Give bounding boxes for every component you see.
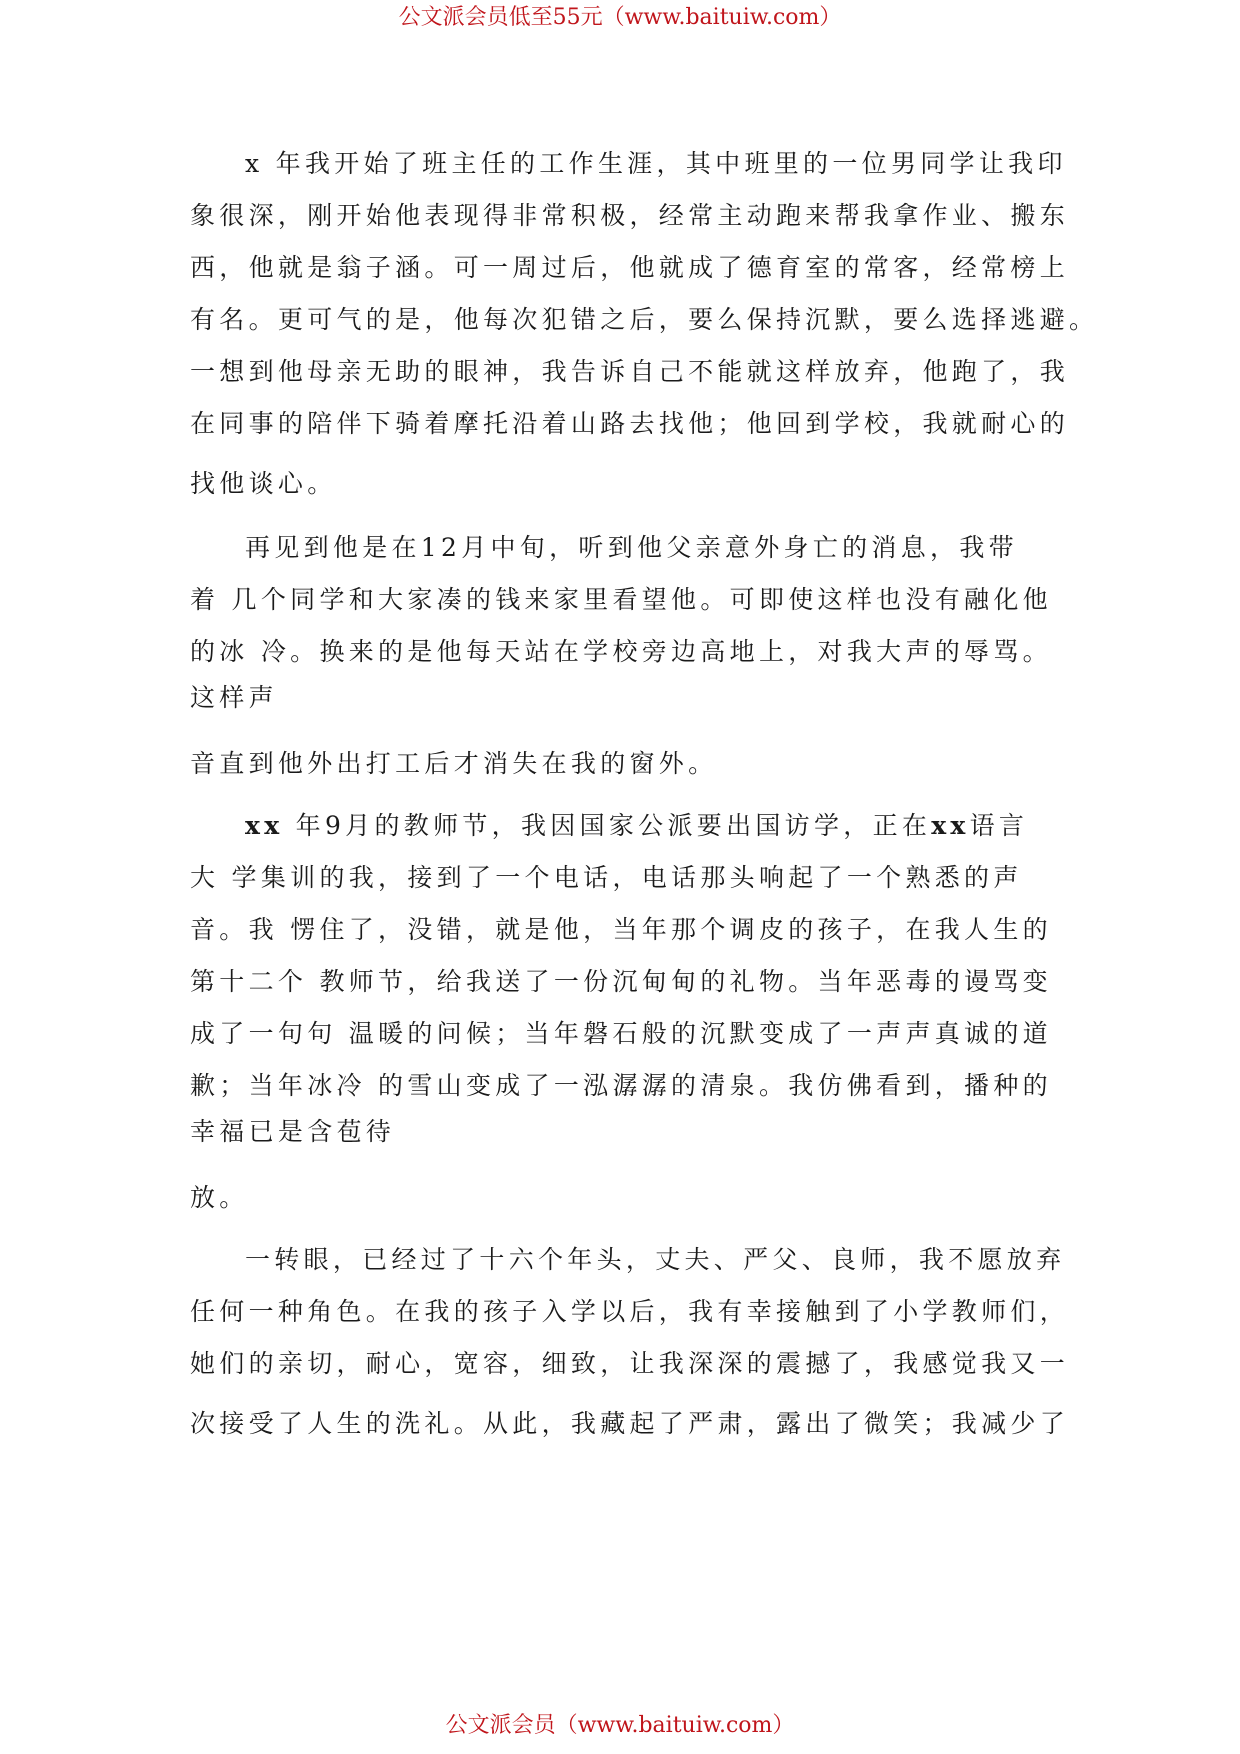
paragraph-3-line-8: 放。 (190, 1183, 249, 1212)
paragraph-1-line-3: 西，他就是翁子涵。可一周过后，他就成了德育室的常客，经常榜上 (190, 253, 1070, 282)
paragraph-3-line-2: 大 学集训的我，接到了一个电话，电话那头响起了一个熟悉的声 (190, 863, 1023, 892)
paragraph-2-line-4: 这样声 (190, 683, 278, 712)
paragraph-3-line-7: 幸福已是含苞待 (190, 1117, 396, 1146)
paragraph-1-line-6: 在同事的陪伴下骑着摩托沿着山路去找他；他回到学校，我就耐心的 (190, 409, 1070, 438)
page-footer-watermark: 公文派会员（www.baituiw.com） (445, 1713, 795, 1738)
paragraph-2-line-5: 音直到他外出打工后才消失在我的窗外。 (190, 749, 718, 778)
paragraph-2-line-3: 的冰 冷。换来的是他每天站在学校旁边高地上，对我大声的辱骂。 (190, 637, 1052, 666)
paragraph-1-line-5: 一想到他母亲无助的眼神，我告诉自己不能就这样放弃，他跑了，我 (190, 357, 1070, 386)
paragraph-3-line-3: 音。我 愣住了，没错，就是他，当年那个调皮的孩子，在我人生的 (190, 915, 1052, 944)
bold-placeholder-place: xx (931, 811, 970, 840)
paragraph-4-line-2: 任何一种角色。在我的孩子入学以后，我有幸接触到了小学教师们， (190, 1297, 1070, 1326)
paragraph-3-line-6: 歉；当年冰冷 的雪山变成了一泓潺潺的清泉。我仿佛看到，播种的 (190, 1071, 1052, 1100)
paragraph-3-line-1-end: 语言 (969, 811, 1029, 840)
paragraph-3-line-5: 成了一句句 温暖的问候；当年磐石般的沉默变成了一声声真诚的道 (190, 1019, 1052, 1048)
paragraph-4-line-1: 一转眼，已经过了十六个年头，丈夫、严父、良师，我不愿放弃 (245, 1245, 1066, 1274)
paragraph-2-line-1: 再见到他是在12月中旬，听到他父亲意外身亡的消息，我带 (245, 533, 1018, 562)
bold-placeholder-year: xx (245, 811, 284, 840)
paragraph-3-line-1 (245, 810, 1060, 842)
paragraph-4-line-3: 她们的亲切，耐心，宽容，细致，让我深深的震撼了，我感觉我又一 (190, 1349, 1070, 1378)
paragraph-1-line-1: x 年我开始了班主任的工作生涯，其中班里的一位男同学让我印 (245, 149, 1067, 178)
paragraph-1-line-2: 象很深，刚开始他表现得非常积极，经常主动跑来帮我拿作业、搬东 (190, 201, 1070, 230)
paragraph-2-line-2: 着 几个同学和大家凑的钱来家里看望他。可即使这样也没有融化他 (190, 585, 1052, 614)
paragraph-3-line-1-middle: 年9月的教师节，我因国家公派要出国访学，正在 (283, 811, 932, 840)
page-header-watermark: 公文派会员低至55元（www.baituiw.com） (398, 5, 842, 30)
paragraph-4-line-4: 次接受了人生的洗礼。从此，我藏起了严肃，露出了微笑；我减少了 (190, 1409, 1070, 1438)
paragraph-1-line-4: 有名。更可气的是，他每次犯错之后，要么保持沉默，要么选择逃避。 (190, 305, 1099, 334)
paragraph-1-line-7: 找他谈心。 (190, 469, 337, 498)
paragraph-3-line-4: 第十二个 教师节，给我送了一份沉甸甸的礼物。当年恶毒的谩骂变 (190, 967, 1052, 996)
